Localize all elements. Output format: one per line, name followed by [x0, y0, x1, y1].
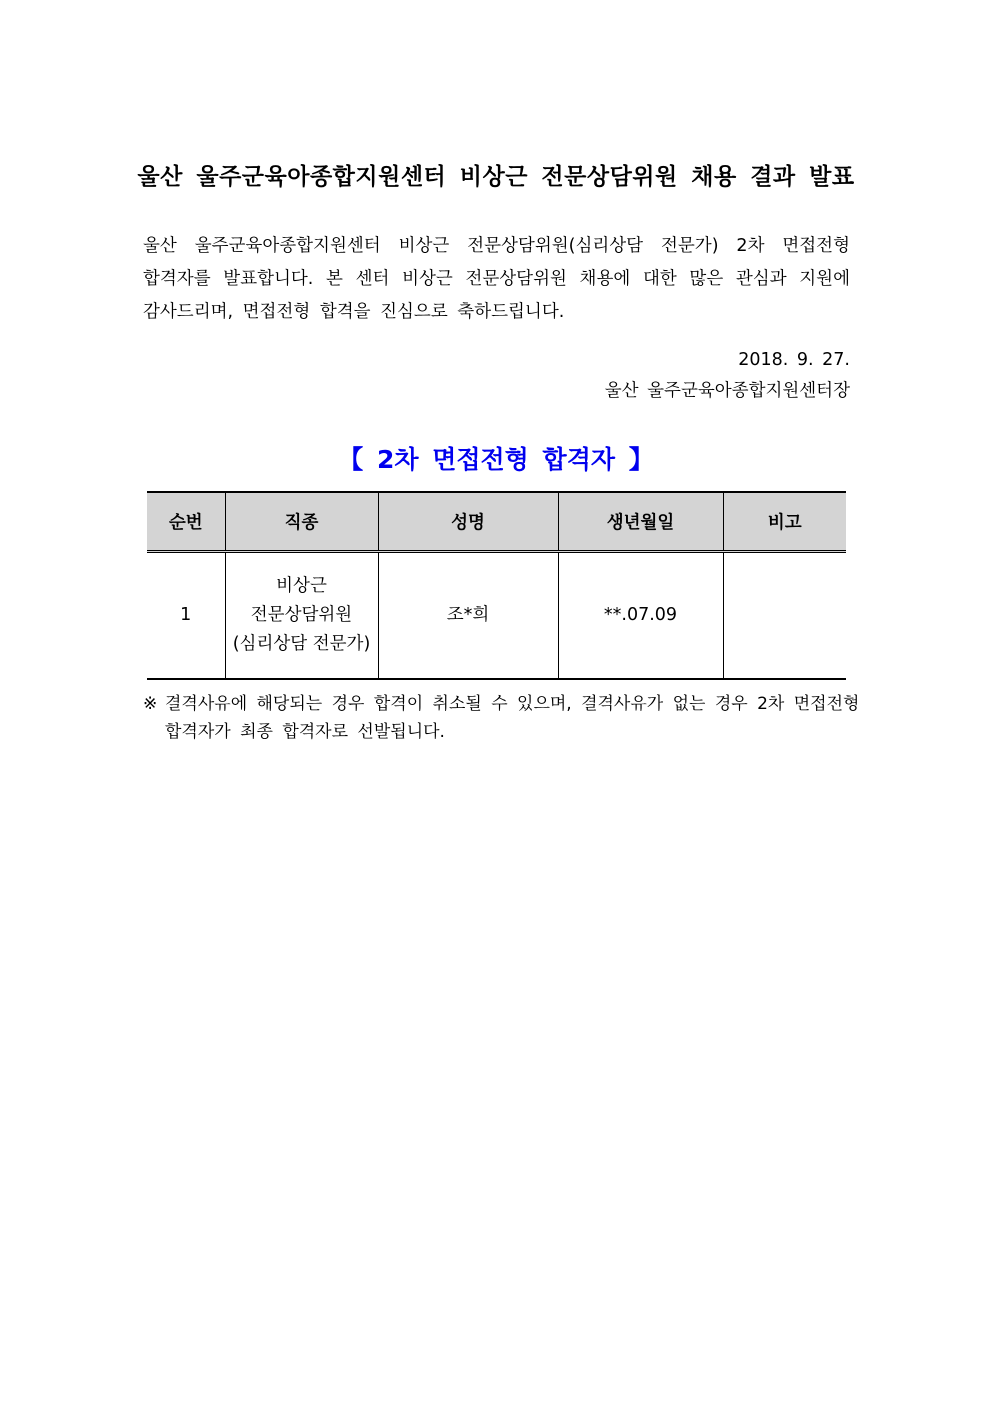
header-number: 순번: [147, 492, 225, 552]
table-header-row: [147, 492, 846, 552]
footnote-text: [165, 690, 860, 746]
header-birthdate: 생년월일: [558, 492, 723, 552]
section-title: 【 2차 면접전형 합격자 】: [338, 445, 654, 474]
results-table: [147, 491, 846, 680]
header-remark: 비고: [723, 492, 846, 552]
header-job: 직종: [225, 492, 378, 552]
header-name: 성명: [378, 492, 558, 552]
cell-job-line-2: 전문상담위원: [250, 605, 353, 625]
date-signature-block: [605, 345, 850, 407]
page-title: 울산 울주군육아종합지원센터 비상근 전문상담위원 채용 결과 발표: [137, 164, 855, 190]
footnote-line-2: 합격자가 최종 합격자로 선발됩니다.: [165, 722, 445, 742]
reference-mark-icon: ※: [143, 694, 158, 714]
intro-line-2: 합격자를 발표합니다. 본 센터 비상근 전문상담위원 채용에 대한 많은 관심과 지원에: [143, 269, 850, 289]
cell-job-line-1: 비상근: [276, 576, 327, 596]
cell-birthdate: **.07.09: [558, 552, 723, 680]
announcement-date: 2018. 9. 27.: [738, 350, 850, 370]
cell-name: 조*희: [378, 552, 558, 680]
cell-remark: [723, 552, 846, 680]
intro-line-1: 울산 울주군육아종합지원센터 비상근 전문상담위원(심리상담 전문가) 2차 면접전형: [143, 236, 850, 256]
table-row: [147, 552, 846, 680]
intro-paragraph: [143, 230, 850, 329]
cell-job: [225, 552, 378, 680]
footnote-line-1: 결격사유에 해당되는 경우 합격이 취소될 수 있으며, 결격사유가 없는 경우 2차 면접전형: [165, 694, 860, 714]
intro-line-3: 감사드리며, 면접전형 합격을 진심으로 축하드립니다.: [143, 302, 565, 322]
cell-number: 1: [147, 552, 225, 680]
issuer-name: 울산 울주군육아종합지원센터장: [604, 381, 850, 401]
footnote: [143, 690, 860, 746]
cell-job-line-3: (심리상담 전문가): [232, 634, 371, 654]
